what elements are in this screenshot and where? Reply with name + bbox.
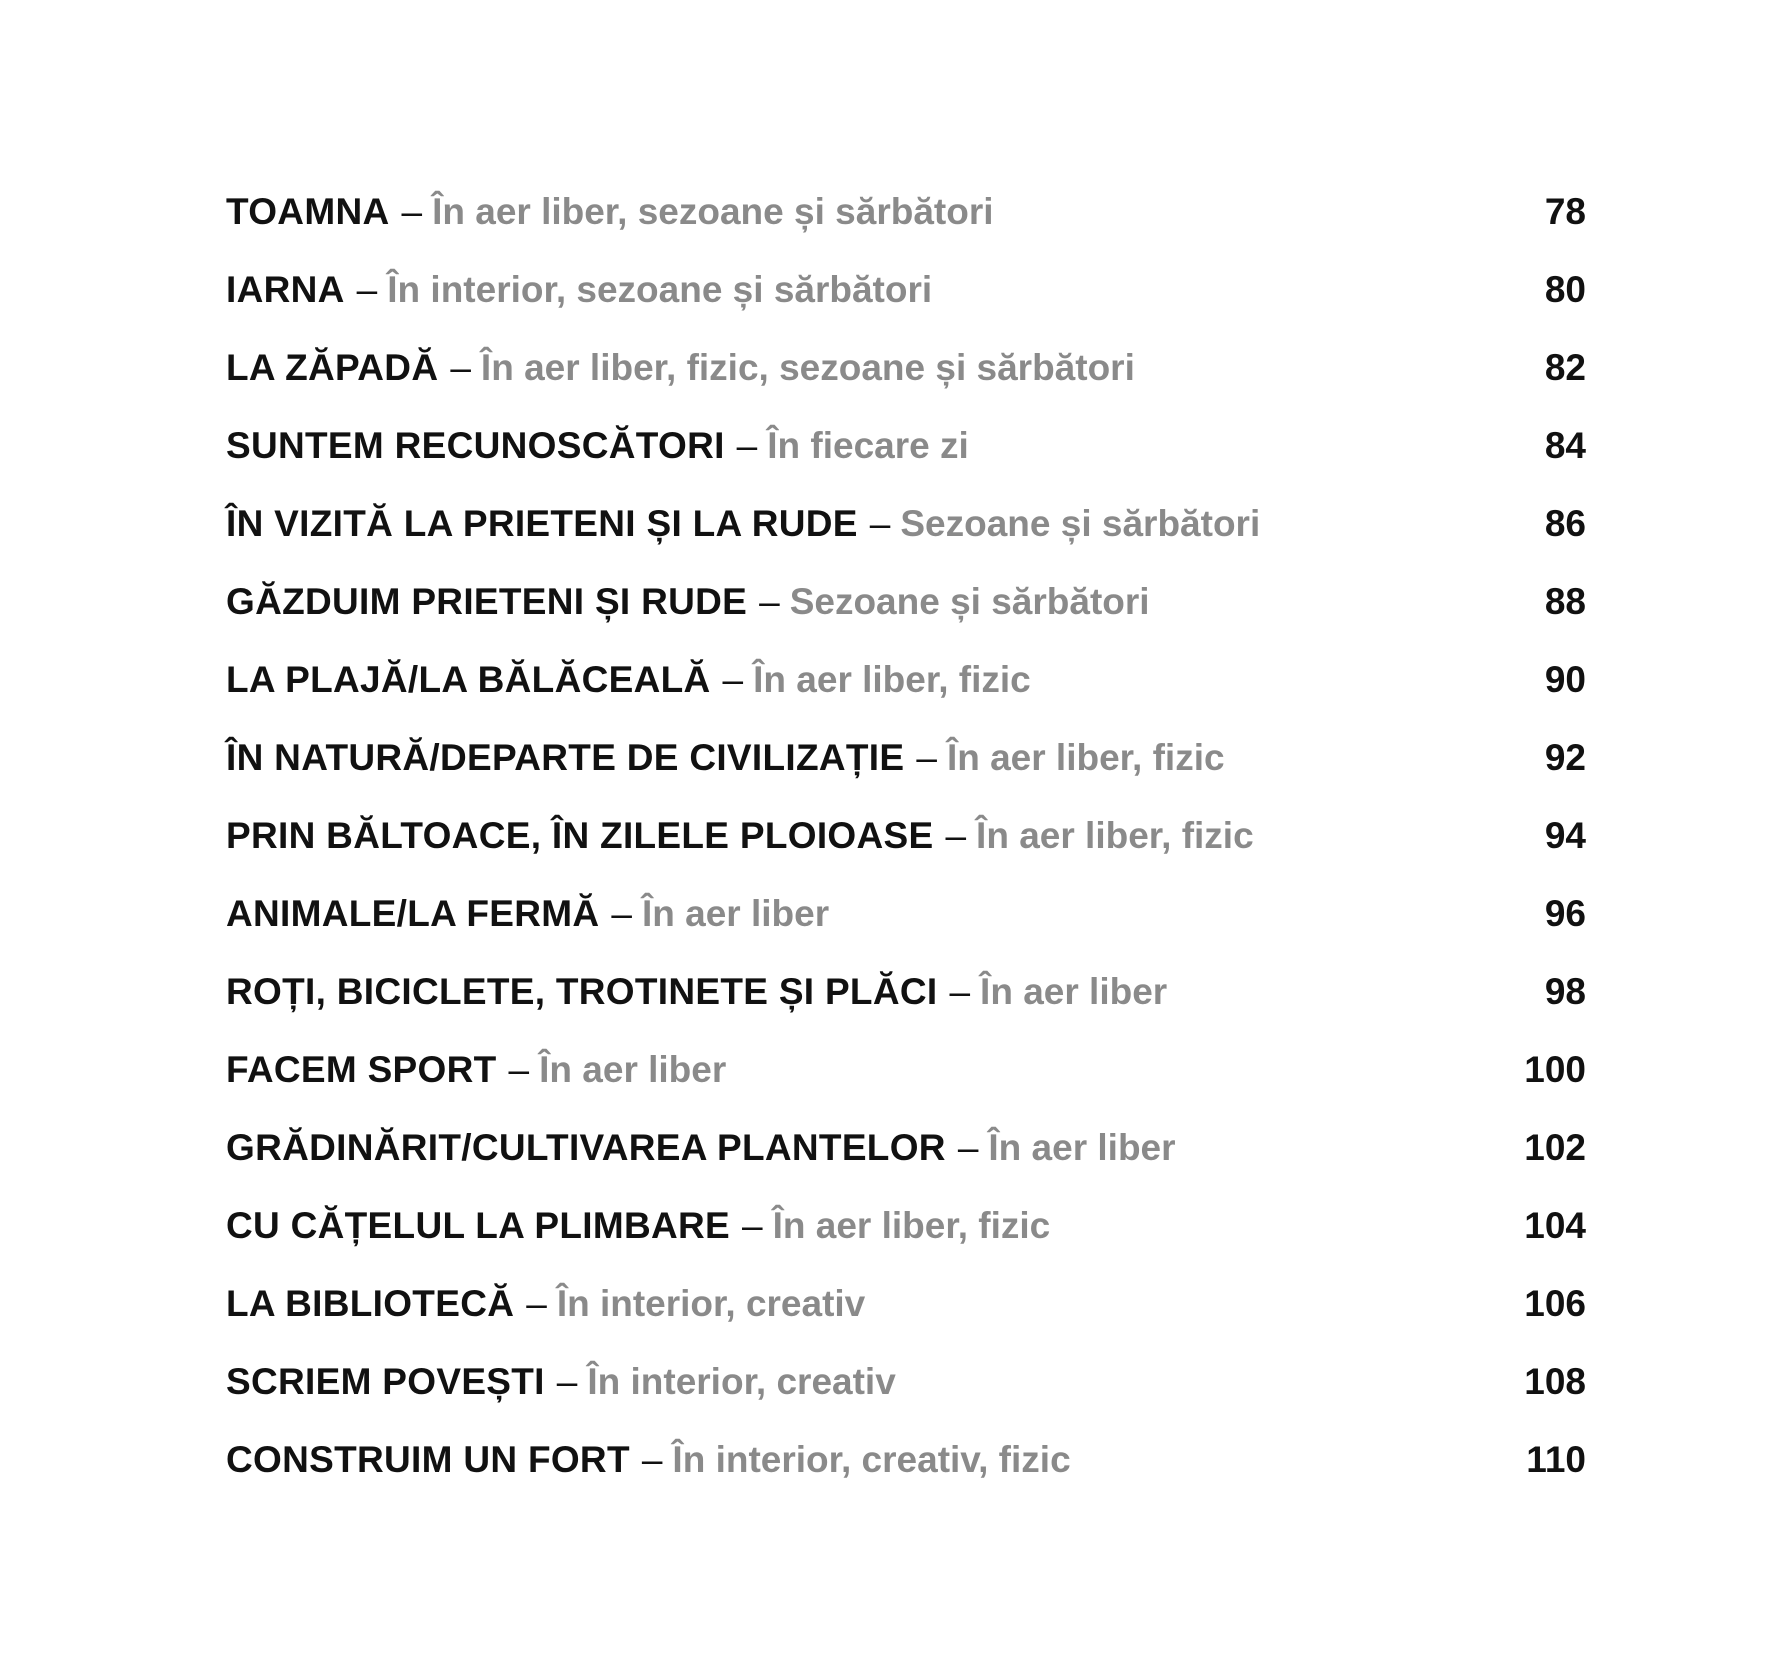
toc-row[interactable] — [226, 884, 1586, 962]
toc-category: În aer liber — [980, 971, 1168, 1012]
toc-category: În aer liber, sezoane și sărbători — [432, 191, 994, 232]
toc-category: În aer liber, fizic — [772, 1205, 1051, 1246]
toc-row[interactable] — [226, 806, 1586, 884]
toc-separator: – — [556, 1361, 578, 1402]
toc-category: În interior, sezoane și sărbători — [387, 269, 933, 310]
toc-entry — [226, 806, 1254, 866]
toc-entry — [226, 650, 1031, 710]
toc-category: În aer liber, fizic — [946, 737, 1225, 778]
toc-separator: – — [722, 659, 744, 700]
toc-category: În fiecare zi — [767, 425, 969, 466]
toc-row[interactable] — [226, 1352, 1586, 1430]
toc-entry — [226, 962, 1167, 1022]
toc-page-number: 102 — [1524, 1127, 1586, 1168]
toc-title: ÎN VIZITĂ LA PRIETENI ȘI LA RUDE — [226, 503, 858, 544]
toc-row[interactable] — [226, 182, 1586, 260]
toc-page-number: 98 — [1544, 971, 1586, 1012]
toc-title: LA BIBLIOTECĂ — [226, 1283, 515, 1324]
table-of-contents — [226, 182, 1586, 1508]
toc-entry — [226, 728, 1225, 788]
toc-category: Sezoane și sărbători — [789, 581, 1150, 622]
toc-page-number: 86 — [1544, 503, 1586, 544]
toc-page-number: 94 — [1544, 815, 1586, 856]
toc-entry — [226, 416, 969, 476]
toc-row[interactable] — [226, 338, 1586, 416]
toc-page-number: 104 — [1524, 1205, 1586, 1246]
toc-page-number: 82 — [1544, 347, 1586, 388]
toc-row[interactable] — [226, 1430, 1586, 1508]
toc-title: CU CĂȚELUL LA PLIMBARE — [226, 1205, 731, 1246]
toc-page-number: 96 — [1544, 893, 1586, 934]
toc-separator: – — [611, 893, 632, 934]
toc-page-number: 110 — [1526, 1439, 1586, 1480]
toc-category: În interior, creativ, fizic — [672, 1439, 1071, 1480]
toc-separator: – — [869, 503, 891, 544]
toc-category: În aer liber — [539, 1049, 727, 1090]
toc-category: În aer liber — [641, 893, 830, 934]
toc-category: În aer liber, fizic — [976, 815, 1254, 856]
toc-category: În aer liber, fizic — [753, 659, 1031, 700]
toc-row[interactable] — [226, 728, 1586, 806]
toc-page-number: 80 — [1544, 269, 1586, 310]
toc-title: IARNA — [226, 269, 345, 310]
toc-title: PRIN BĂLTOACE, ÎN ZILELE PLOIOASE — [226, 815, 934, 856]
toc-title: LA PLAJĂ/LA BĂLĂCEALĂ — [226, 659, 711, 700]
toc-title: TOAMNA — [226, 191, 390, 232]
toc-row[interactable] — [226, 1040, 1586, 1118]
toc-row[interactable] — [226, 650, 1586, 728]
toc-entry — [226, 1430, 1071, 1490]
toc-separator: – — [641, 1439, 663, 1480]
toc-separator: – — [957, 1127, 979, 1168]
toc-title: SCRIEM POVEȘTI — [226, 1361, 545, 1402]
toc-title: ÎN NATURĂ/DEPARTE DE CIVILIZAȚIE — [226, 737, 905, 778]
toc-title: CONSTRUIM UN FORT — [226, 1439, 630, 1480]
toc-entry — [226, 338, 1135, 398]
toc-separator: – — [736, 425, 758, 466]
toc-row[interactable] — [226, 1274, 1586, 1352]
toc-entry — [226, 1118, 1176, 1178]
toc-page-number: 88 — [1544, 581, 1586, 622]
toc-row[interactable] — [226, 494, 1586, 572]
toc-category: În interior, creativ — [556, 1283, 866, 1324]
toc-category: În interior, creativ — [587, 1361, 896, 1402]
toc-page-number: 106 — [1524, 1283, 1586, 1324]
toc-separator: – — [916, 737, 937, 778]
toc-row[interactable] — [226, 416, 1586, 494]
toc-separator: – — [356, 269, 378, 310]
toc-entry — [226, 1352, 896, 1412]
toc-title: LA ZĂPADĂ — [226, 347, 439, 388]
toc-title: GRĂDINĂRIT/CULTIVAREA PLANTELOR — [226, 1127, 946, 1168]
toc-separator: – — [759, 581, 780, 622]
toc-category: Sezoane și sărbători — [900, 503, 1261, 544]
toc-entry — [226, 1274, 865, 1334]
toc-entry — [226, 884, 829, 944]
toc-separator: – — [401, 191, 423, 232]
toc-row[interactable] — [226, 260, 1586, 338]
toc-separator: – — [742, 1205, 763, 1246]
toc-separator: – — [450, 347, 471, 388]
toc-row[interactable] — [226, 1196, 1586, 1274]
toc-entry — [226, 260, 932, 320]
toc-separator: – — [526, 1283, 547, 1324]
toc-page-number: 78 — [1544, 191, 1586, 232]
toc-title: ANIMALE/LA FERMĂ — [226, 893, 600, 934]
toc-separator: – — [508, 1049, 530, 1090]
toc-entry — [226, 1196, 1050, 1256]
toc-row[interactable] — [226, 962, 1586, 1040]
toc-title: SUNTEM RECUNOSCĂTORI — [226, 425, 725, 466]
toc-entry — [226, 1040, 726, 1100]
toc-title: ROȚI, BICICLETE, TROTINETE ȘI PLĂCI — [226, 971, 938, 1012]
toc-page-number: 84 — [1544, 425, 1586, 466]
toc-page-number: 92 — [1544, 737, 1586, 778]
toc-title: GĂZDUIM PRIETENI ȘI RUDE — [226, 581, 748, 622]
toc-page-number: 108 — [1524, 1361, 1586, 1402]
toc-page-number: 90 — [1544, 659, 1586, 700]
toc-row[interactable] — [226, 572, 1586, 650]
toc-entry — [226, 182, 994, 242]
toc-entry — [226, 572, 1150, 632]
toc-category: În aer liber, fizic, sezoane și sărbători — [480, 347, 1135, 388]
toc-title: FACEM SPORT — [226, 1049, 497, 1090]
toc-separator: – — [945, 815, 967, 856]
toc-row[interactable] — [226, 1118, 1586, 1196]
toc-separator: – — [949, 971, 971, 1012]
toc-category: În aer liber — [988, 1127, 1176, 1168]
toc-entry — [226, 494, 1260, 554]
toc-page-number: 100 — [1524, 1049, 1586, 1090]
